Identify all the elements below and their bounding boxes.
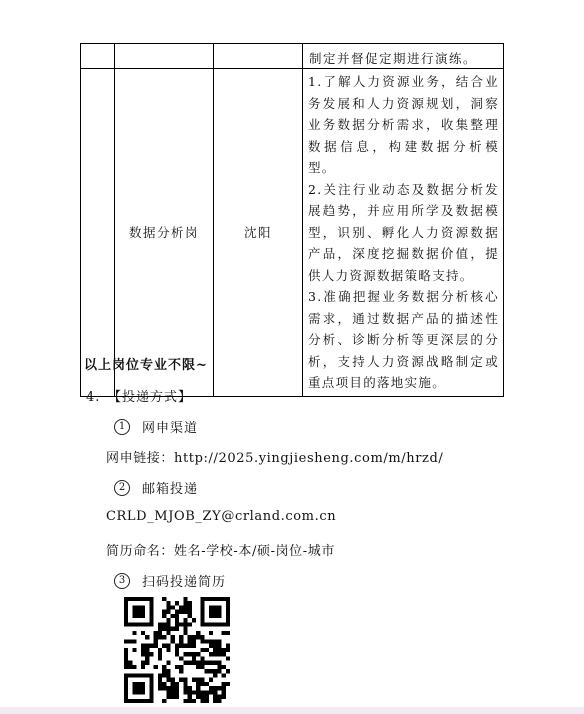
section-heading — [86, 386, 192, 405]
circled-number-icon: 1 — [114, 419, 130, 435]
circled-number-icon: 2 — [114, 480, 130, 496]
duty-item: 3.准确把握业务数据分析核心需求，通过数据产品的描述性分析、诊断分析等更深层的分析，支持人力资源战略制定或重点项目的落地实施。 — [308, 289, 499, 390]
job-location-cell: 沈阳 — [214, 69, 303, 397]
job-table — [80, 43, 504, 397]
table-row — [81, 44, 504, 69]
resume-naming-rule: 简历命名：姓名-学校-本/硕-岗位-城市 — [106, 544, 335, 559]
table-cell — [115, 44, 214, 69]
table-cell — [303, 44, 504, 69]
table-row — [81, 69, 504, 397]
major-note: 以上岗位专业不限~ — [84, 358, 208, 373]
email-address[interactable]: CRLD_MJOB_ZY@crland.com.cn — [106, 509, 337, 524]
channel-online — [114, 417, 198, 436]
job-duties-cell — [303, 69, 504, 397]
table-cell — [81, 69, 115, 397]
duty-item: 2.关注行业动态及数据分析发展趋势，并应用所学及数据模型，识别、孵化人力资源数据产品，深度挖掘数据价值，提供人力资源数据策略支持。 — [308, 181, 499, 283]
prev-duty-text: 制定并督促定期进行演练。 — [309, 50, 478, 66]
duty-item: 1.了解人力资源业务，结合业务发展和人力资源规划，洞察业务数据分析需求，收集整理数据信息，构建数据分析模型。 — [308, 74, 499, 175]
channel-title: 网申渠道 — [142, 421, 199, 436]
page-bottom-edge — [0, 707, 584, 714]
qr-code-icon[interactable] — [124, 597, 230, 703]
channel-title: 邮箱投递 — [142, 482, 199, 497]
online-apply-link[interactable]: 网申链接：http://2025.yingjiesheng.com/m/hrzd/ — [106, 451, 444, 466]
table-cell — [81, 44, 115, 69]
section-title: 【投递方式】 — [108, 390, 193, 405]
circled-number-icon: 3 — [114, 573, 130, 589]
table-cell — [214, 44, 303, 69]
section-number: 4. — [86, 390, 101, 405]
channel-email — [114, 478, 198, 497]
channel-title: 扫码投递简历 — [142, 575, 227, 590]
job-title-cell: 数据分析岗 — [115, 69, 214, 397]
channel-qr — [114, 571, 226, 590]
